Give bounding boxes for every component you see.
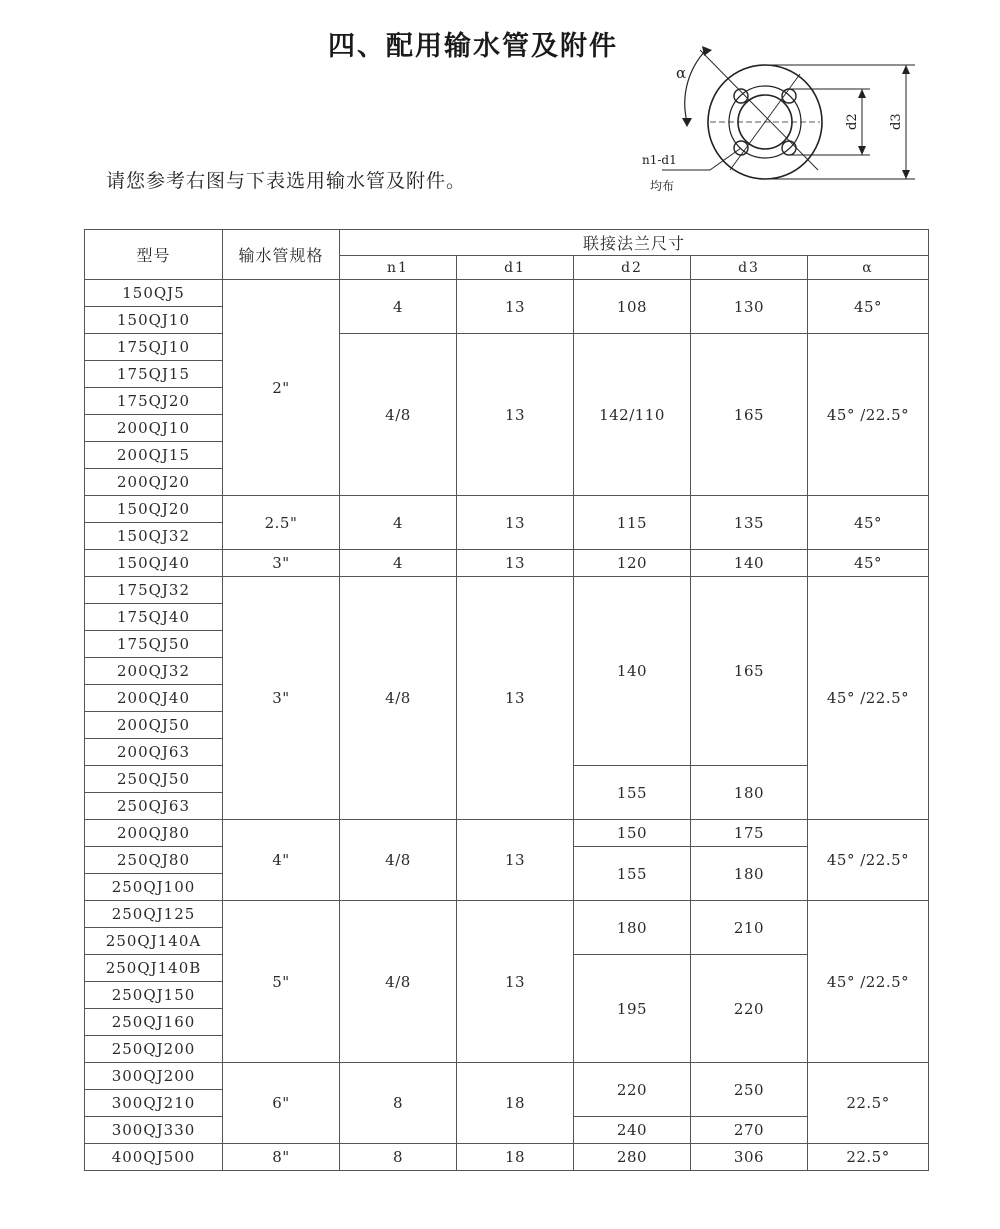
arrowhead	[858, 89, 866, 98]
d1-cell: 13	[457, 550, 574, 577]
alpha-cell: 22.5°	[808, 1063, 929, 1144]
d2-cell: 180	[574, 901, 691, 955]
arrowhead	[902, 170, 910, 179]
d1-cell: 13	[457, 577, 574, 820]
pipe-cell: 2"	[223, 280, 340, 496]
model-cell: 150QJ10	[85, 307, 223, 334]
model-cell: 250QJ140B	[85, 955, 223, 982]
d2-label: d2	[845, 113, 860, 130]
alpha-cell: 45°	[808, 496, 929, 550]
n1-cell: 8	[340, 1063, 457, 1144]
flange-diagram	[640, 30, 930, 200]
header-d1: d1	[457, 256, 574, 280]
center-line	[700, 50, 818, 170]
model-cell: 175QJ40	[85, 604, 223, 631]
model-cell: 175QJ50	[85, 631, 223, 658]
n1-cell: 4	[340, 550, 457, 577]
model-cell: 250QJ50	[85, 766, 223, 793]
d3-cell: 130	[691, 280, 808, 334]
model-cell: 250QJ140A	[85, 928, 223, 955]
intro-text: 请您参考右图与下表选用输水管及附件。	[106, 170, 467, 192]
page-title: 四、配用输水管及附件	[328, 31, 618, 62]
alpha-cell: 45°	[808, 550, 929, 577]
n1-d1-label: n1-d1	[642, 153, 677, 167]
d2-cell: 150	[574, 820, 691, 847]
model-cell: 200QJ20	[85, 469, 223, 496]
model-cell: 200QJ50	[85, 712, 223, 739]
model-cell: 250QJ125	[85, 901, 223, 928]
bolt-hole	[782, 141, 796, 155]
n1-cell: 4/8	[340, 334, 457, 496]
alpha-cell: 22.5°	[808, 1144, 929, 1171]
model-cell: 200QJ40	[85, 685, 223, 712]
model-cell: 250QJ200	[85, 1036, 223, 1063]
header-flange-size: 联接法兰尺寸	[340, 230, 929, 256]
d3-cell: 250	[691, 1063, 808, 1117]
model-cell: 250QJ80	[85, 847, 223, 874]
d2-cell: 220	[574, 1063, 691, 1117]
d3-cell: 306	[691, 1144, 808, 1171]
d1-cell: 13	[457, 901, 574, 1063]
arrowhead	[702, 46, 712, 56]
pipe-spec-table	[84, 229, 929, 1171]
model-cell: 300QJ200	[85, 1063, 223, 1090]
pipe-cell: 6"	[223, 1063, 340, 1144]
alpha-cell: 45°	[808, 280, 929, 334]
d2-cell: 115	[574, 496, 691, 550]
n1-cell: 4/8	[340, 901, 457, 1063]
d3-label: d3	[889, 113, 904, 130]
n1-cell: 8	[340, 1144, 457, 1171]
alpha-cell: 45° /22.5°	[808, 334, 929, 496]
d2-cell: 140	[574, 577, 691, 766]
model-cell: 200QJ63	[85, 739, 223, 766]
d1-cell: 13	[457, 820, 574, 901]
pipe-cell: 3"	[223, 577, 340, 820]
model-cell: 150QJ40	[85, 550, 223, 577]
alpha-cell: 45° /22.5°	[808, 577, 929, 820]
d2-cell: 142/110	[574, 334, 691, 496]
pipe-cell: 5"	[223, 901, 340, 1063]
n1-cell: 4	[340, 496, 457, 550]
d1-cell: 13	[457, 334, 574, 496]
model-cell: 300QJ210	[85, 1090, 223, 1117]
model-cell: 200QJ32	[85, 658, 223, 685]
d3-cell: 220	[691, 955, 808, 1063]
d3-cell: 210	[691, 901, 808, 955]
arrowhead	[858, 146, 866, 155]
model-cell: 150QJ20	[85, 496, 223, 523]
model-cell: 250QJ63	[85, 793, 223, 820]
model-cell: 175QJ20	[85, 388, 223, 415]
pipe-cell: 3"	[223, 550, 340, 577]
d2-cell: 280	[574, 1144, 691, 1171]
model-cell: 200QJ80	[85, 820, 223, 847]
model-cell: 200QJ15	[85, 442, 223, 469]
model-cell: 300QJ330	[85, 1117, 223, 1144]
d1-cell: 18	[457, 1144, 574, 1171]
pipe-cell: 2.5"	[223, 496, 340, 550]
d3-cell: 165	[691, 577, 808, 766]
alpha-label: α	[676, 64, 687, 82]
d3-cell: 180	[691, 766, 808, 820]
leader-line	[710, 148, 741, 170]
model-cell: 175QJ10	[85, 334, 223, 361]
header-d2: d2	[574, 256, 691, 280]
d3-cell: 180	[691, 847, 808, 901]
d1-cell: 18	[457, 1063, 574, 1144]
d3-cell: 135	[691, 496, 808, 550]
n1-cell: 4/8	[340, 820, 457, 901]
alpha-cell: 45° /22.5°	[808, 901, 929, 1063]
pipe-cell: 4"	[223, 820, 340, 901]
pipe-cell: 8"	[223, 1144, 340, 1171]
alpha-cell: 45° /22.5°	[808, 820, 929, 901]
model-cell: 175QJ15	[85, 361, 223, 388]
d2-cell: 155	[574, 847, 691, 901]
model-cell: 250QJ150	[85, 982, 223, 1009]
d3-cell: 165	[691, 334, 808, 496]
d2-cell: 155	[574, 766, 691, 820]
d3-cell: 175	[691, 820, 808, 847]
n1-cell: 4	[340, 280, 457, 334]
n1-cell: 4/8	[340, 577, 457, 820]
model-cell: 250QJ160	[85, 1009, 223, 1036]
d3-cell: 140	[691, 550, 808, 577]
header-n1: n1	[340, 256, 457, 280]
model-cell: 150QJ5	[85, 280, 223, 307]
d2-cell: 195	[574, 955, 691, 1063]
model-cell: 200QJ10	[85, 415, 223, 442]
d2-cell: 120	[574, 550, 691, 577]
model-cell: 250QJ100	[85, 874, 223, 901]
d1-cell: 13	[457, 280, 574, 334]
header-alpha: α	[808, 256, 929, 280]
header-pipe-spec: 输水管规格	[223, 230, 340, 280]
model-cell: 175QJ32	[85, 577, 223, 604]
d3-cell: 270	[691, 1117, 808, 1144]
header-model: 型号	[85, 230, 223, 280]
alpha-arc	[685, 50, 706, 122]
model-cell: 150QJ32	[85, 523, 223, 550]
header-d3: d3	[691, 256, 808, 280]
d2-cell: 108	[574, 280, 691, 334]
uniform-label: 均布	[650, 179, 675, 193]
d2-cell: 240	[574, 1117, 691, 1144]
model-cell: 400QJ500	[85, 1144, 223, 1171]
d1-cell: 13	[457, 496, 574, 550]
arrowhead	[902, 65, 910, 74]
arrowhead	[682, 118, 692, 127]
